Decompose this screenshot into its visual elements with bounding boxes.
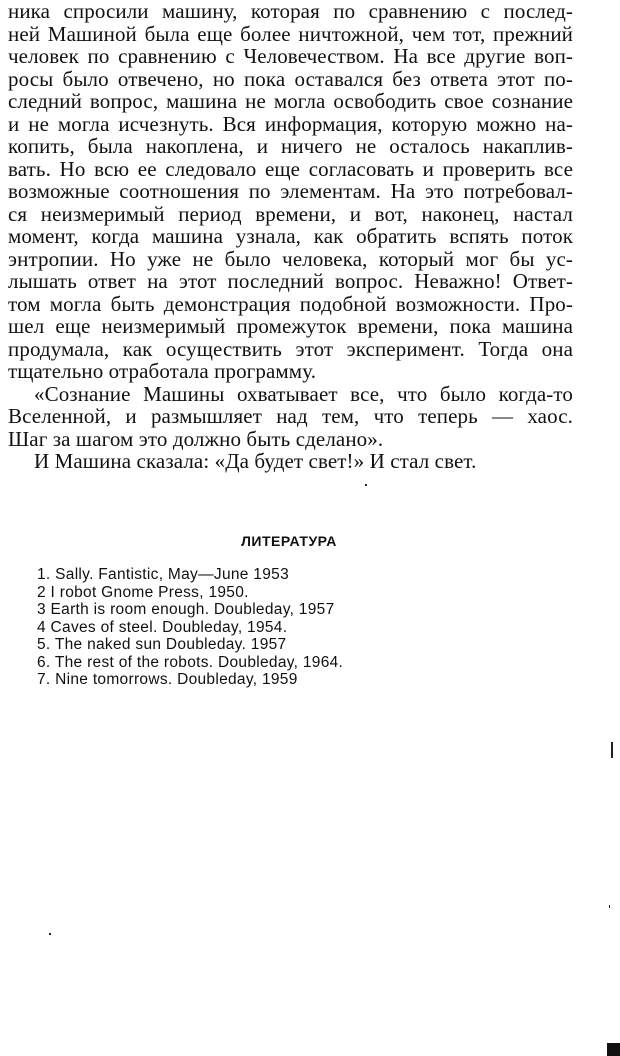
body-line: и не могла исчезнуть. Вся информация, которую можно на- bbox=[8, 111, 573, 136]
body-line: возможные соотношения по элементам. На это потребовал- bbox=[8, 179, 573, 203]
literature-heading: ЛИТЕРАТУРА bbox=[241, 533, 337, 549]
scan-speck bbox=[609, 905, 610, 908]
body-line: момент, когда машина узнала, как обратить вспять поток bbox=[8, 224, 573, 248]
body-line: лышать ответ на этот последний вопрос. Неважно! Ответ- bbox=[8, 269, 573, 293]
body-line: Вселенной, и размышляет над тем, что теперь — хаос. bbox=[8, 404, 573, 428]
body-line: ся неизмеримый период времени, и вот, наконец, настал bbox=[8, 201, 573, 226]
body-line: следний вопрос, машина не могла освободить свое сознание bbox=[8, 89, 573, 113]
body-line: Шаг за шагом это должно быть сделано». bbox=[8, 426, 384, 451]
scan-speck bbox=[49, 933, 51, 935]
literature-item: 5. The naked sun Doubleday. 1957 bbox=[37, 636, 287, 653]
body-line: ней Машиной была еще более ничтожной, чем тот, прежний bbox=[8, 21, 573, 46]
body-line: шел еще неизмеримый промежуток времени, пока машина bbox=[8, 314, 573, 338]
literature-item: 1. Sally. Fantistic, May—June 1953 bbox=[37, 566, 289, 583]
body-line: человек по сравнению с Человечеством. На все другие воп- bbox=[8, 44, 573, 68]
body-text bbox=[8, 0, 573, 473]
body-line: вать. Но всю ее следовало еще согласовать и проверить все bbox=[8, 156, 573, 181]
literature-item: 6. The rest of the robots. Doubleday, 1964. bbox=[37, 653, 344, 671]
body-line: продумала, как осуществить этот эксперимент. Тогда она bbox=[8, 336, 573, 361]
body-line: том могла быть демонстрация подобной возможности. Про- bbox=[8, 291, 573, 316]
literature-list bbox=[37, 566, 457, 689]
literature-item: 3 Earth is room enough. Doubleday, 1957 bbox=[37, 601, 335, 618]
body-line: И Машина сказала: «Да будет свет!» И стал свет. bbox=[34, 449, 477, 473]
scan-speck bbox=[607, 1043, 620, 1056]
literature-item: 4 Caves of steel. Doubleday, 1954. bbox=[37, 618, 288, 636]
body-line: копить, была накоплена, и ничего не осталось накаплив- bbox=[8, 134, 573, 158]
literature-item: 7. Nine tomorrows. Doubleday, 1959 bbox=[37, 671, 298, 688]
body-line: «Сознание Машины охватывает все, что было когда-то bbox=[34, 381, 573, 406]
body-line: ника спросили машину, которая по сравнению с послед- bbox=[8, 0, 573, 23]
scan-speck bbox=[611, 742, 613, 758]
body-line: тщательно отработала программу. bbox=[8, 359, 317, 383]
literature-item: 2 I robot Gnome Press, 1950. bbox=[37, 583, 249, 601]
body-line: росы было отвечено, но пока оставался без ответа этот по- bbox=[8, 66, 573, 91]
scan-speck bbox=[365, 484, 367, 486]
body-line: энтропии. Но уже не было человека, который мог бы ус- bbox=[8, 246, 573, 271]
